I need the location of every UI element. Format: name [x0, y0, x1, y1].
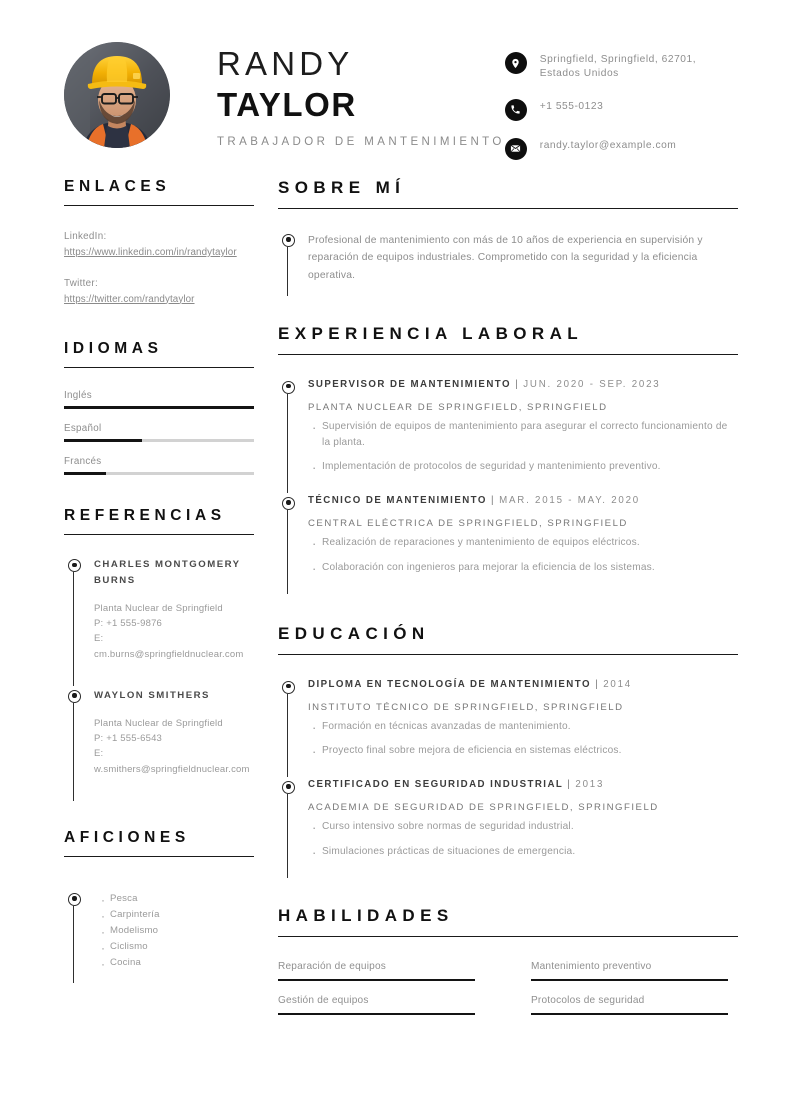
entry-title: SUPERVISOR DE MANTENIMIENTO — [308, 378, 511, 390]
location-pin-icon — [505, 52, 527, 74]
link-item[interactable] — [64, 229, 254, 261]
section-skills — [278, 906, 738, 1015]
list-item: · Modelismo — [110, 923, 254, 939]
list-item: · Pesca — [110, 891, 254, 907]
about-item — [278, 232, 738, 298]
list-item: · Realización de reparaciones y mantenimiento de equipos eléctricos. — [322, 535, 738, 551]
entry-title-line — [308, 679, 738, 690]
section-heading-skills: HABILIDADES — [278, 906, 738, 937]
skill-item — [531, 961, 728, 981]
section-languages — [64, 340, 254, 475]
avatar — [64, 42, 170, 148]
entry-dates: MAR. 2015 - MAY. 2020 — [499, 495, 640, 507]
avatar-photo — [64, 42, 170, 148]
list-item: · Carpintería — [110, 907, 254, 923]
section-heading-references: REFERENCIAS — [64, 507, 254, 535]
list-item: · Proyecto final sobre mejora de eficiencia en sistemas eléctricos. — [322, 743, 738, 759]
entry-title-line — [308, 379, 738, 390]
language-row — [64, 423, 254, 442]
list-item: · Simulaciones prácticas de situaciones de emergencia. — [322, 844, 738, 860]
entry-title-line — [308, 779, 738, 790]
hobbies-item — [64, 891, 254, 985]
job-title: TRABAJADOR DE MANTENIMIENTO — [217, 135, 505, 148]
entry-title: TÉCNICO DE MANTENIMIENTO — [308, 495, 487, 507]
experience-entry — [278, 379, 738, 495]
section-hobbies — [64, 829, 254, 985]
language-progress-track — [64, 472, 254, 475]
link-item[interactable] — [64, 276, 254, 308]
entry-organization: PLANTA NUCLEAR DE SPRINGFIELD, SPRINGFIELD — [308, 401, 608, 413]
reference-company: Planta Nuclear de Springfield — [94, 717, 223, 729]
entry-title: CERTIFICADO EN SEGURIDAD INDUSTRIAL — [308, 779, 564, 791]
list-item: · Supervisión de equipos de mantenimiento para asegurar el correcto funcionamiento de la planta. — [322, 419, 738, 450]
entry-separator: | — [567, 779, 572, 791]
email-text: randy.taylor@example.com — [539, 139, 677, 151]
hobbies-list — [94, 891, 254, 971]
entry-bullets — [308, 819, 738, 859]
language-row — [64, 390, 254, 409]
language-progress-fill — [64, 406, 254, 409]
skill-underline — [278, 979, 475, 981]
entry-dates: 2013 — [575, 779, 605, 791]
entry-organization: CENTRAL ELÉCTRICA DE SPRINGFIELD, SPRINGFIELD — [308, 518, 628, 530]
education-entry — [278, 779, 738, 879]
entry-organization: ACADEMIA DE SEGURIDAD DE SPRINGFIELD, SPRINGFIELD — [308, 802, 659, 814]
skills-grid — [278, 961, 738, 1015]
entry-bullets — [308, 535, 738, 575]
contact-phone — [505, 98, 738, 121]
entry-title: DIPLOMA EN TECNOLOGÍA DE MANTENIMIENTO — [308, 678, 591, 690]
section-heading-education: EDUCACIÓN — [278, 624, 738, 655]
section-heading-experience: EXPERIENCIA LABORAL — [278, 324, 738, 355]
entry-separator: | — [595, 678, 600, 690]
reference-email: E: cm.burns@springfieldnuclear.com — [94, 633, 244, 660]
reference-meta — [94, 716, 254, 778]
first-name: RANDY — [217, 45, 354, 82]
section-heading-languages: IDIOMAS — [64, 340, 254, 368]
skill-name: Gestión de equipos — [278, 994, 369, 1006]
contact-block — [505, 33, 738, 160]
list-item: · Curso intensivo sobre normas de seguridad industrial. — [322, 819, 738, 835]
link-url[interactable]: https://www.linkedin.com/in/randytaylor — [64, 246, 237, 258]
entry-dates: 2014 — [603, 678, 632, 690]
body-columns — [0, 178, 794, 1015]
timeline-rule — [287, 794, 288, 877]
reference-phone: P: +1 555-6543 — [94, 732, 163, 744]
reference-item — [64, 688, 254, 803]
language-progress-track — [64, 406, 254, 409]
language-row — [64, 456, 254, 475]
list-item: · Implementación de protocolos de seguridad y mantenimiento preventivo. — [322, 459, 738, 475]
skill-underline — [531, 979, 728, 981]
address-text: Springfield, Springfield, 62701, Estados Unidos — [539, 54, 697, 80]
envelope-icon — [505, 138, 527, 160]
language-progress-track — [64, 439, 254, 442]
timeline-rule — [73, 703, 74, 801]
skill-item — [278, 961, 475, 981]
section-heading-about: SOBRE MÍ — [278, 178, 738, 209]
list-item: · Cocina — [110, 955, 254, 971]
reference-email: E: w.smithers@springfieldnuclear.com — [94, 748, 250, 775]
section-links — [64, 178, 254, 307]
reference-phone: P: +1 555-9876 — [94, 617, 163, 629]
entry-dates: JUN. 2020 - SEP. 2023 — [523, 378, 661, 390]
skill-item — [278, 995, 475, 1015]
timeline-rule — [287, 694, 288, 777]
entry-separator: | — [515, 378, 520, 390]
skill-underline — [278, 1013, 475, 1015]
link-label: Twitter: — [64, 277, 98, 289]
skill-name: Reparación de equipos — [278, 960, 387, 972]
section-heading-hobbies: AFICIONES — [64, 829, 254, 857]
name-block — [217, 33, 505, 152]
phone-text: +1 555-0123 — [539, 100, 604, 112]
timeline-rule — [287, 247, 288, 296]
last-name: TAYLOR — [217, 85, 357, 123]
language-name: Español — [64, 423, 102, 435]
language-progress-fill — [64, 439, 142, 442]
phone-icon — [505, 99, 527, 121]
skill-underline — [531, 1013, 728, 1015]
timeline-rule — [73, 906, 74, 983]
reference-meta — [94, 601, 254, 663]
language-name: Francés — [64, 456, 102, 468]
section-education — [278, 624, 738, 880]
entry-bullets — [308, 419, 738, 475]
list-item: · Colaboración con ingenieros para mejorar la eficiencia de los sistemas. — [322, 560, 738, 576]
link-label: LinkedIn: — [64, 231, 107, 242]
reference-name: CHARLES MONTGOMERY BURNS — [94, 559, 241, 586]
reference-item — [64, 557, 254, 688]
skill-name: Protocolos de seguridad — [531, 994, 645, 1006]
timeline-rule — [73, 572, 74, 686]
reference-company: Planta Nuclear de Springfield — [94, 602, 223, 614]
contact-address — [505, 51, 738, 82]
resume-header — [0, 0, 794, 178]
education-entry — [278, 679, 738, 779]
entry-separator: | — [491, 495, 495, 507]
section-experience — [278, 324, 738, 596]
contact-email — [505, 137, 738, 160]
link-url[interactable]: https://twitter.com/randytaylor — [64, 293, 195, 305]
main-column — [278, 178, 738, 1015]
section-about — [278, 178, 738, 298]
reference-name: WAYLON SMITHERS — [94, 690, 210, 701]
language-name: Inglés — [64, 390, 92, 402]
timeline-rule — [287, 510, 288, 593]
entry-bullets — [308, 719, 738, 759]
language-progress-fill — [64, 472, 106, 475]
section-heading-links: ENLACES — [64, 178, 254, 206]
timeline-rule — [287, 394, 288, 493]
section-references — [64, 507, 254, 803]
entry-title-line — [308, 495, 738, 506]
skill-name: Mantenimiento preventivo — [531, 960, 652, 972]
list-item: · Ciclismo — [110, 939, 254, 955]
skill-item — [531, 995, 728, 1015]
about-text: Profesional de mantenimiento con más de 10 años de experiencia en supervisión y reparación de equipos industriales. Comprometido con la seguridad y la eficiencia operativa. — [308, 235, 703, 281]
sidebar-column — [64, 178, 254, 985]
entry-organization: INSTITUTO TÉCNICO DE SPRINGFIELD, SPRINGFIELD — [308, 701, 624, 713]
list-item: · Formación en técnicas avanzadas de mantenimiento. — [322, 719, 738, 735]
experience-entry — [278, 495, 738, 595]
